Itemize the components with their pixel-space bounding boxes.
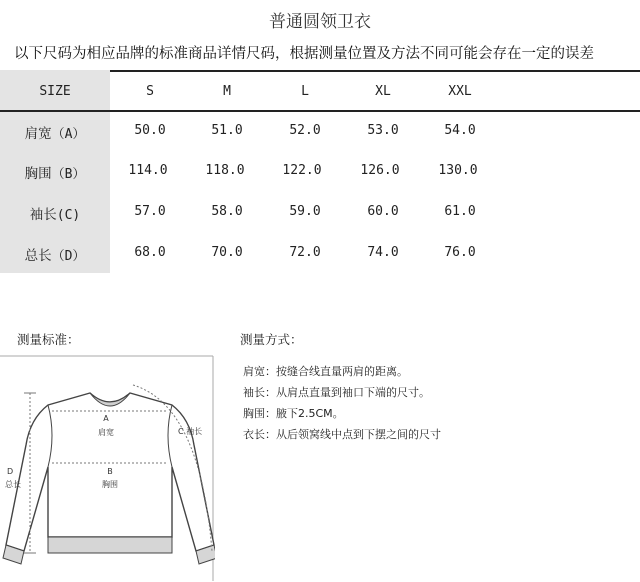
row-label-text: 总长 — [24, 248, 52, 264]
method-line-sleeve: 袖长：从肩点直量到袖口下端的尺寸。 — [243, 386, 430, 399]
table-cell: 130.0 — [438, 163, 478, 178]
table-cell: 59.0 — [289, 204, 321, 219]
sweatshirt-diagram — [0, 355, 215, 582]
table-cell: 53.0 — [367, 123, 399, 138]
standard-title: 测量标准： — [17, 332, 80, 347]
method-line-length: 衣长：从后领窝线中点到下摆之间的尺寸 — [243, 428, 441, 441]
row-label-code: （B） — [51, 167, 86, 182]
table-cell: 60.0 — [367, 204, 399, 219]
row-label-text: 肩宽 — [24, 126, 52, 142]
row-label-code: （D） — [51, 249, 86, 264]
row-label-sleeve — [0, 203, 110, 223]
table-header-rule — [0, 110, 640, 112]
method-line-shoulder: 肩宽：按缝合线直量两肩的距离。 — [243, 365, 408, 378]
table-cell: 114.0 — [128, 163, 168, 178]
table-cell: 52.0 — [289, 123, 321, 138]
size-col-s: S — [146, 84, 154, 99]
size-disclaimer: 以下尺码为相应品牌的标准商品详情尺码，根据测量位置及方法不同可能会存在一定的误差 — [14, 46, 594, 62]
method-title: 测量方式： — [240, 332, 303, 347]
a-letter: A — [103, 414, 109, 423]
table-cell: 76.0 — [444, 245, 476, 260]
b-label: 胸围 — [102, 480, 118, 489]
size-table — [0, 70, 640, 273]
row-label-code: （A） — [51, 127, 86, 142]
table-cell: 51.0 — [211, 123, 243, 138]
row-label-shoulder — [0, 122, 110, 142]
table-cell: 50.0 — [134, 123, 166, 138]
table-cell: 70.0 — [211, 245, 243, 260]
hem-rib — [48, 537, 172, 553]
row-label-text: 胸围 — [24, 166, 52, 182]
table-cell: 74.0 — [367, 245, 399, 260]
table-cell: 126.0 — [360, 163, 400, 178]
c-label: C 袖长 — [178, 427, 203, 436]
table-cell: 57.0 — [134, 204, 166, 219]
page-title: 普通圆领卫衣 — [269, 12, 371, 32]
table-cell: 54.0 — [444, 123, 476, 138]
row-label-chest — [0, 162, 110, 182]
row-label-code: (C) — [56, 208, 81, 223]
d-letter: D — [7, 467, 14, 476]
table-cell: 68.0 — [134, 245, 166, 260]
row-label-text: 袖长 — [29, 207, 57, 223]
size-col-m: M — [223, 84, 231, 99]
table-cell: 118.0 — [205, 163, 245, 178]
table-cell: 72.0 — [289, 245, 321, 260]
method-line-chest: 胸围：腋下2.5CM。 — [243, 407, 344, 420]
table-cell: 122.0 — [282, 163, 322, 178]
size-col-xl: XL — [375, 84, 391, 99]
row-label-length — [0, 244, 110, 264]
table-cell: 58.0 — [211, 204, 243, 219]
table-cell: 61.0 — [444, 204, 476, 219]
a-label: 肩宽 — [98, 428, 114, 437]
size-header-label: SIZE — [39, 84, 71, 99]
size-col-xxl: XXL — [448, 84, 472, 99]
d-label: 总长 — [5, 480, 21, 489]
size-col-l: L — [301, 84, 309, 99]
b-letter: B — [107, 467, 113, 476]
